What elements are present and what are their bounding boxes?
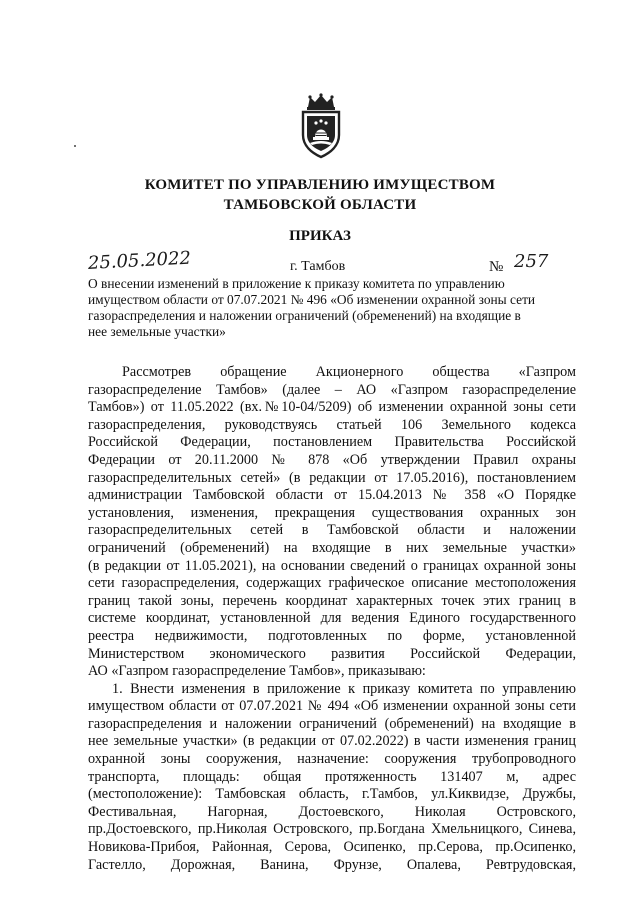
body-line: нее земельные участки» (в редакции от 07.02.2022) в части изменения границ: [88, 733, 576, 750]
body-line: пр.Достоевского, пр.Николая Островского, пр.Богдана Хмельницкого, Синева,: [88, 821, 576, 838]
body-line: (в редакции от 11.05.2021), на основании сведений о границах охранной зоны: [88, 557, 576, 574]
body-line: системе координат, установленной для ведения Единого государственного: [88, 610, 576, 627]
stray-mark: [74, 145, 76, 147]
city: г. Тамбов: [290, 259, 346, 274]
order-body: [88, 364, 576, 874]
body-line: Новикова-Прибоя, Районная, Серова, Осипенко, пр.Серова, пр.Осипенко,: [88, 839, 576, 856]
body-line: Гастелло, Дорожная, Ванина, Фрунзе, Опалева, Ревтрудовская,: [88, 856, 576, 873]
order-subject: [88, 276, 576, 340]
organization-name: [80, 175, 560, 215]
body-line: (местоположение): Тамбовская область, г.Тамбов, ул.Киквидзе, Дружбы,: [88, 786, 576, 803]
tambov-coat-of-arms-icon: [294, 93, 348, 159]
body-line: имуществом области от 07.07.2021 № 494 «Об изменении охранной зоны сети: [88, 698, 576, 715]
body-line: транспорта, площадь: общая протяженность 131407 м, адрес: [88, 768, 576, 785]
body-line: Министерством экономического развития Российской Федерации,: [88, 645, 576, 662]
body-line: реестра недвижимости, подготовленных по форме, установленной: [88, 627, 576, 644]
body-line: газораспределения, руководствуясь статьей 106 Земельного кодекса: [88, 416, 576, 433]
body-line: газораспределительных сетей» (в редакции от 17.05.2016), постановлением: [88, 469, 576, 486]
handwritten-date: 25.05.2022: [87, 247, 192, 274]
subject-line: нее земельные участки»: [88, 324, 226, 339]
body-line: Фестивальная, Нагорная, Достоевского, Николая Островского,: [88, 803, 576, 820]
handwritten-number: 257: [514, 251, 549, 272]
body-line: сети газораспределения, содержащих графическое описание местоположения: [88, 575, 576, 592]
body-line: газораспределения и наложении ограничений (обременений) на входящие в: [88, 715, 576, 732]
subject-line: имуществом области от 07.07.2021 № 496 «Об изменении охранной зоны сети: [88, 292, 536, 307]
document-type: ПРИКАЗ: [289, 228, 351, 244]
body-line: охранной зоны сооружения, назначение: сооружения трубопроводного: [88, 751, 576, 768]
body-line: установления, изменения, прекращения существования охранных зон: [88, 504, 576, 521]
body-line: администрации Тамбовской области от 15.04.2013 № 358 «О Порядке: [88, 487, 576, 504]
body-line: газораспределительных сетей в Тамбовской области и наложении: [88, 522, 576, 539]
body-line: Российской Федерации, постановлением Правительства Российской: [88, 434, 576, 451]
subject-line: О внесении изменений в приложение к приказу комитета по управлению: [88, 276, 505, 291]
body-line: Тамбов») от 11.05.2022 (вх.№10-04/5209) об изменении охранной зоны сети: [88, 399, 576, 416]
body-line: 1. Внести изменения в приложение к приказу комитета по управлению: [112, 680, 576, 697]
body-line: Федерации от 20.11.2000 № 878 «Об утверждении Правил охраны: [88, 451, 576, 468]
body-line: АО «Газпром газораспределение Тамбов», приказываю:: [88, 663, 426, 680]
body-line: границ такой зоны, перечень координат характерных точек этих границ в: [88, 592, 576, 609]
body-line: газораспределение Тамбов» (далее – АО «Газпром газораспределение: [88, 381, 576, 398]
organization-name-line2: ТАМБОВСКОЙ ОБЛАСТИ: [223, 197, 417, 213]
organization-name-line1: КОМИТЕТ ПО УПРАВЛЕНИЮ ИМУЩЕСТВОМ: [144, 177, 496, 193]
subject-line: газораспределения и наложении ограничений (обременений) на входящие в: [88, 308, 521, 323]
body-line: Рассмотрев обращение Акционерного общества «Газпром: [122, 364, 576, 380]
number-prefix: №: [489, 259, 504, 275]
body-line: ограничений (обременений) на входящие в них земельные участки»: [88, 539, 576, 556]
